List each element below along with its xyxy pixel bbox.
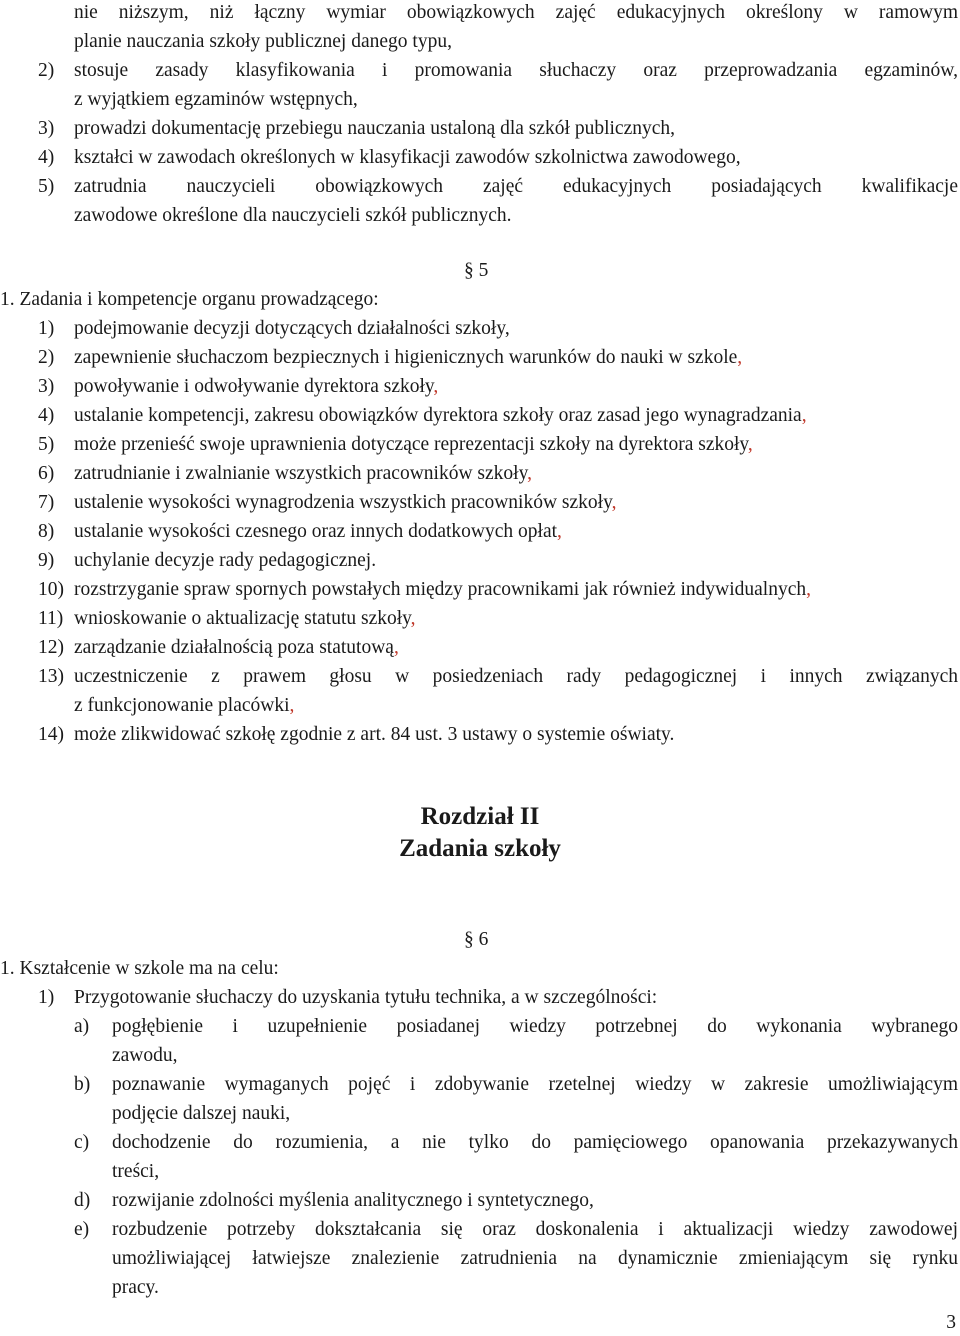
list-item-number: 1) xyxy=(38,318,55,339)
subitem-letter: c) xyxy=(74,1132,90,1153)
list-item-text: podejmowanie decyzji dotyczących działalności szkoły, xyxy=(74,318,510,339)
list-item-text: ustalanie wysokości czesnego oraz innych dodatkowych opłat, xyxy=(74,521,562,542)
page-number: 3 xyxy=(946,1312,956,1333)
subitem-text: poznawanie wymaganych pojęć i zdobywanie rzetelnej wiedzy w zakresie umożliwiającym xyxy=(112,1074,958,1095)
section-intro: 1. Zadania i kompetencje organu prowadzącego: xyxy=(0,289,379,310)
list-item-number: 11) xyxy=(38,608,64,629)
chapter-title: Zadania szkoły xyxy=(399,835,561,862)
list-item-text: zapewnienie słuchaczom bezpiecznych i higienicznych warunków do nauki w szkole, xyxy=(74,347,743,368)
subitem-text: rozbudzenie potrzeby dokształcania się oraz doskonalenia i aktualizacji wiedzy zawodowej xyxy=(112,1219,958,1240)
subitem-continuation: treści, xyxy=(112,1161,160,1182)
list-item-number: 1) xyxy=(38,987,55,1008)
list-item-continuation: nie niższym, niż łączny wymiar obowiązkowych zajęć edukacyjnych określony w ramowym xyxy=(74,2,958,23)
list-item-text: może zlikwidować szkołę zgodnie z art. 84 ust. 3 ustawy o systemie oświaty. xyxy=(74,724,675,745)
list-item-number: 12) xyxy=(38,637,64,658)
section-label: § 5 xyxy=(464,260,489,281)
list-item-text: stosuje zasady klasyfikowania i promowania słuchaczy oraz przeprowadzania egzaminów, xyxy=(74,60,958,81)
list-item-text: prowadzi dokumentację przebiegu nauczania ustaloną dla szkół publicznych, xyxy=(74,118,676,139)
list-item-number: 6) xyxy=(38,463,55,484)
chapter-number: Rozdział II xyxy=(420,803,540,830)
subitem-text: pogłębienie i uzupełnienie posiadanej wiedzy potrzebnej do wykonania wybranego xyxy=(112,1016,958,1037)
list-item-number: 3) xyxy=(38,376,55,397)
list-item-text: zatrudnianie i zwalnianie wszystkich pracowników szkoły, xyxy=(74,463,532,484)
subitem-continuation: zawodu, xyxy=(112,1045,178,1066)
list-item-text: powoływanie i odwoływanie dyrektora szkoły, xyxy=(74,376,439,397)
list-item-number: 5) xyxy=(38,176,55,197)
list-item-text: może przenieść swoje uprawnienia dotyczące reprezentacji szkoły na dyrektora szkoły, xyxy=(74,434,753,455)
list-item-text: rozstrzyganie spraw spornych powstałych między pracownikami jak również indywidualnych, xyxy=(74,579,811,600)
list-item-continuation: z funkcjonowanie placówki, xyxy=(74,695,295,716)
list-item-text: kształci w zawodach określonych w klasyfikacji zawodów szkolnictwa zawodowego, xyxy=(74,147,741,168)
subitem-continuation: podjęcie dalszej nauki, xyxy=(112,1103,291,1124)
list-item-number: 2) xyxy=(38,60,55,81)
section-intro: 1. Kształcenie w szkole ma na celu: xyxy=(0,958,279,979)
list-item-number: 9) xyxy=(38,550,55,571)
subitem-letter: a) xyxy=(74,1016,90,1037)
list-item-text: zatrudnia nauczycieli obowiązkowych zajęć edukacyjnych posiadających kwalifikacje xyxy=(74,176,958,197)
list-item-number: 8) xyxy=(38,521,55,542)
list-item-number: 7) xyxy=(38,492,55,513)
subitem-continuation: umożliwiającej łatwiejsze znalezienie zatrudnienia na dynamicznie zmieniającym się rynku xyxy=(112,1248,958,1269)
list-item-continuation: zawodowe określone dla nauczycieli szkół publicznych. xyxy=(74,205,512,226)
list-item-number: 4) xyxy=(38,147,55,168)
list-item-number: 2) xyxy=(38,347,55,368)
subitem-text: rozwijanie zdolności myślenia analitycznego i syntetycznego, xyxy=(112,1190,594,1211)
list-item-text: zarządzanie działalnością poza statutową, xyxy=(74,637,399,658)
list-item-number: 10) xyxy=(38,579,64,600)
list-item-text: ustalanie kompetencji, zakresu obowiązków dyrektora szkoły oraz zasad jego wynagradzania, xyxy=(74,405,807,426)
list-item-number: 3) xyxy=(38,118,55,139)
subitem-letter: d) xyxy=(74,1190,91,1211)
list-item-number: 5) xyxy=(38,434,55,455)
subitem-text: dochodzenie do rozumienia, a nie tylko do pamięciowego opanowania przekazywanych xyxy=(112,1132,958,1153)
subitem-letter: e) xyxy=(74,1219,90,1240)
list-item-text: uczestniczenie z prawem głosu w posiedzeniach rady pedagogicznej i innych związanych xyxy=(74,666,958,687)
list-item-text: ustalenie wysokości wynagrodzenia wszystkich pracowników szkoły, xyxy=(74,492,617,513)
list-item-continuation: planie nauczania szkoły publicznej danego typu, xyxy=(74,31,452,52)
list-item-text: Przygotowanie słuchaczy do uzyskania tytułu technika, a w szczególności: xyxy=(74,987,658,1008)
list-item-text: uchylanie decyzje rady pedagogicznej. xyxy=(74,550,377,571)
subitem-continuation: pracy. xyxy=(112,1277,159,1298)
list-item-number: 4) xyxy=(38,405,55,426)
list-item-continuation: z wyjątkiem egzaminów wstępnych, xyxy=(74,89,358,110)
list-item-text: wnioskowanie o aktualizację statutu szkoły, xyxy=(74,608,416,629)
list-item-number: 14) xyxy=(38,724,64,745)
list-item-number: 13) xyxy=(38,666,64,687)
section-label: § 6 xyxy=(464,929,489,950)
subitem-letter: b) xyxy=(74,1074,91,1095)
